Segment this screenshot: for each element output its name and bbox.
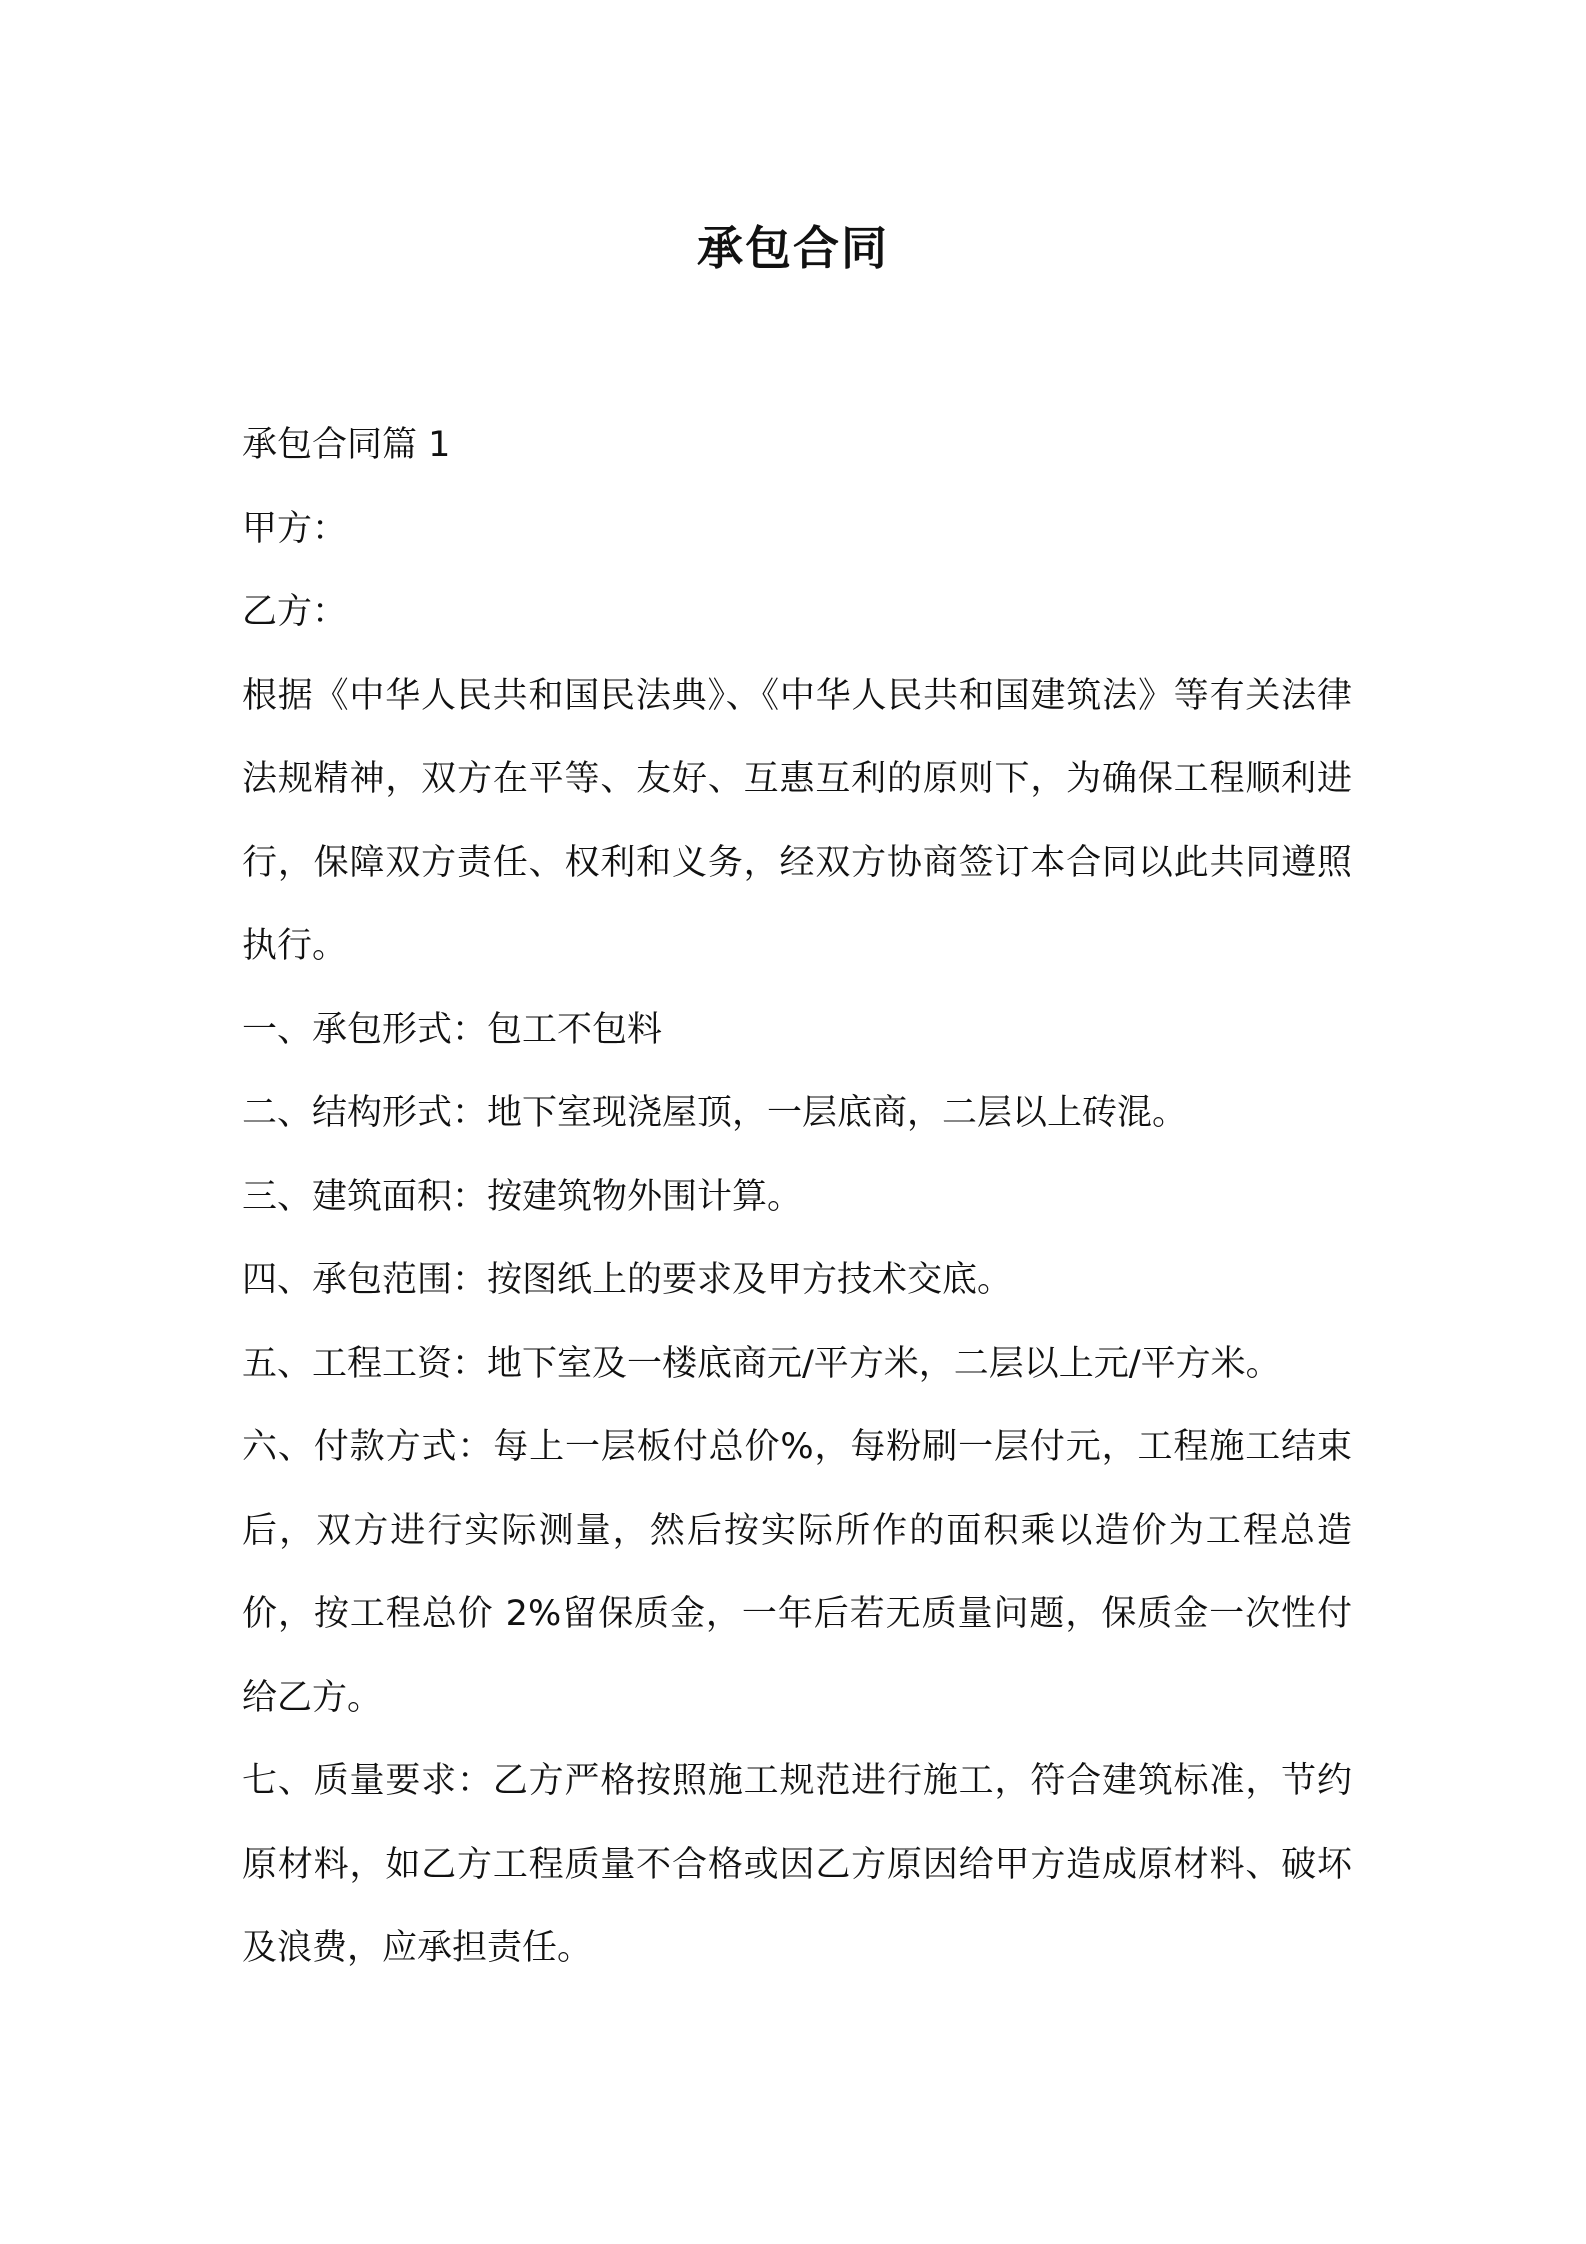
preamble-paragraph: 根据《中华人民共和国民法典》、《中华人民共和国建筑法》等有关法律法规精神，双方在平等、友好、互惠互利的原则下，为确保工程顺利进行，保障双方责任、权利和义务，经双方协商签订本合同以此共同遵照执行。 xyxy=(242,675,1352,966)
party-b-line: 乙方： xyxy=(242,592,348,632)
clause-2: 二、结构形式：地下室现浇屋顶，一层底商，二层以上砖混。 xyxy=(242,1093,1188,1133)
clause-1: 一、承包形式：包工不包料 xyxy=(242,1009,663,1050)
clause-7: 七、质量要求：乙方严格按照施工规范进行施工，符合建筑标准，节约原材料，如乙方工程质量不合格或因乙方原因给甲方造成原材料、破坏及浪费，应承担责任。 xyxy=(242,1761,1352,1968)
document-body xyxy=(242,404,1352,1991)
clause-5: 五、工程工资：地下室及一楼底商元/平方米，二层以上元/平方米。 xyxy=(242,1343,1281,1384)
clause-3: 三、建筑面积：按建筑物外围计算。 xyxy=(242,1176,803,1217)
clause-6: 六、付款方式：每上一层板付总价%，每粉刷一层付元，工程施工结束后，双方进行实际测量，然后按实际所作的面积乘以造价为工程总造价，按工程总价 2%留保质金，一年后若无质量问题，保质金一次性付给乙方。 xyxy=(242,1427,1352,1718)
page-title: 承包合同 xyxy=(697,221,889,275)
party-a-line: 甲方： xyxy=(242,508,348,549)
clause-4: 四、承包范围：按图纸上的要求及甲方技术交底。 xyxy=(242,1260,1013,1300)
section-heading: 承包合同篇 1 xyxy=(242,425,451,465)
